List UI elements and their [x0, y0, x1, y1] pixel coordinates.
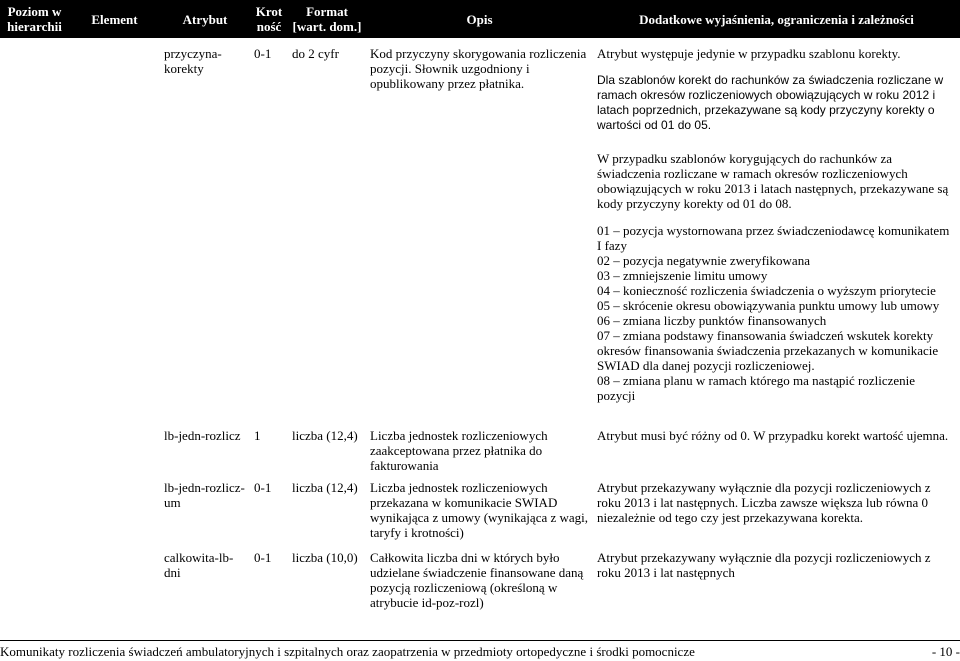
table-row — [0, 480, 960, 550]
attr-opis: Całkowita liczba dni w których było udzielane świadczenie finansowane daną pozycją rozliczeniową (określoną w atrybucie id-poz-rozl) — [370, 550, 584, 610]
attr-opis: Liczba jednostek rozliczeniowych przekazana w komunikacie SWIAD wynikająca z umowy (wynikająca z wagi, taryfy i krotności) — [370, 480, 589, 540]
table-header — [0, 0, 960, 38]
code-item: 08 – zmiana planu w ramach którego ma nastąpić rozliczenie pozycji — [597, 373, 916, 403]
extra-para: Dla szablonów korekt do rachunków za świadczenia rozliczane w ramach okresów rozliczeniowych obowiązujących w roku 2012 i latach poprzednich, przekazywane są kody przyczyny korekty o wartości od 01 do 05. — [597, 73, 944, 132]
attr-name: calkowita-lb-dni — [164, 550, 234, 580]
header-dodatkowe: Dodatkowe wyjaśnienia, ograniczenia i zależności — [593, 0, 960, 38]
code-item: 05 – skrócenie okresu obowiązywania punktu umowy lub umowy — [597, 298, 940, 313]
extra-para: Atrybut występuje jedynie w przypadku szablonu korekty. — [597, 46, 901, 61]
attr-extra: Atrybut przekazywany wyłącznie dla pozycji rozliczeniowych z roku 2013 i lat następnych — [597, 550, 931, 580]
footer-title: Komunikaty rozliczenia świadczeń ambulatoryjnych i szpitalnych oraz zaopatrzenia w przedmioty ortopedyczne i środki pomocnicze — [0, 644, 695, 659]
attr-format: liczba (12,4) — [292, 480, 358, 495]
attr-format: do 2 cyfr — [292, 46, 339, 61]
code-item: 07 – zmiana podstawy finansowania świadczeń wskutek korekty okresów finansowania świadczenia przekazanych w komunikacie SWIAD dla danej pozycji rozliczeniowej. — [597, 328, 939, 373]
table-row — [0, 46, 960, 428]
attr-krotnosc: 0-1 — [254, 46, 272, 61]
attr-opis: Kod przyczyny skorygowania rozliczenia pozycji. Słownik uzgodniony i opublikowany przez płatnika. — [370, 46, 587, 91]
attr-extra — [593, 46, 960, 428]
extra-para: W przypadku szablonów korygujących do rachunków za świadczenia rozliczane w ramach okresów rozliczeniowych obowiązujących w roku 2013 i latach następnych, przekazywane są kody przyczyny korekty od 01 do 08. — [597, 151, 949, 211]
code-item: 01 – pozycja wystornowana przez świadczeniodawcę komunikatem I fazy — [597, 223, 950, 253]
code-item: 03 – zmniejszenie limitu umowy — [597, 268, 768, 283]
attr-opis: Liczba jednostek rozliczeniowych zaakceptowana przez płatnika do fakturowania — [370, 428, 548, 473]
attr-krotnosc: 0-1 — [254, 480, 272, 495]
attr-extra: Atrybut przekazywany wyłącznie dla pozycji rozliczeniowych z roku 2013 i lat następnych. Liczba zawsze większa lub równa 0 niezależnie od tego czy jest przekazywana korekta. — [597, 480, 931, 525]
table-row — [0, 550, 960, 610]
header-element: Element — [69, 0, 160, 38]
attr-krotnosc: 0-1 — [254, 550, 272, 565]
code-item: 02 – pozycja negatywnie zweryfikowana — [597, 253, 810, 268]
attr-krotnosc: 1 — [254, 428, 261, 443]
attr-format: liczba (10,0) — [292, 550, 358, 565]
attr-name: lb-jedn-rozlicz — [164, 428, 241, 443]
attr-extra: Atrybut musi być różny od 0. W przypadku korekt wartość ujemna. — [597, 428, 949, 443]
code-item: 04 – konieczność rozliczenia świadczenia o wyższym priorytecie — [597, 283, 936, 298]
attr-name: przyczyna-korekty — [164, 46, 222, 76]
attr-format: liczba (12,4) — [292, 428, 358, 443]
code-item: 06 – zmiana liczby punktów finansowanych — [597, 313, 827, 328]
header-atrybut: Atrybut — [160, 0, 250, 38]
table-row — [0, 428, 960, 480]
attr-name: lb-jedn-rozlicz-um — [164, 480, 245, 510]
page-footer — [0, 640, 960, 660]
page-number: - 10 - — [931, 644, 960, 659]
header-format: Format [wart. dom.] — [288, 0, 366, 38]
header-krotnosc: Krot ność — [250, 0, 288, 38]
header-opis: Opis — [366, 0, 593, 38]
header-poziom: Poziom w hierarchii — [0, 0, 69, 38]
